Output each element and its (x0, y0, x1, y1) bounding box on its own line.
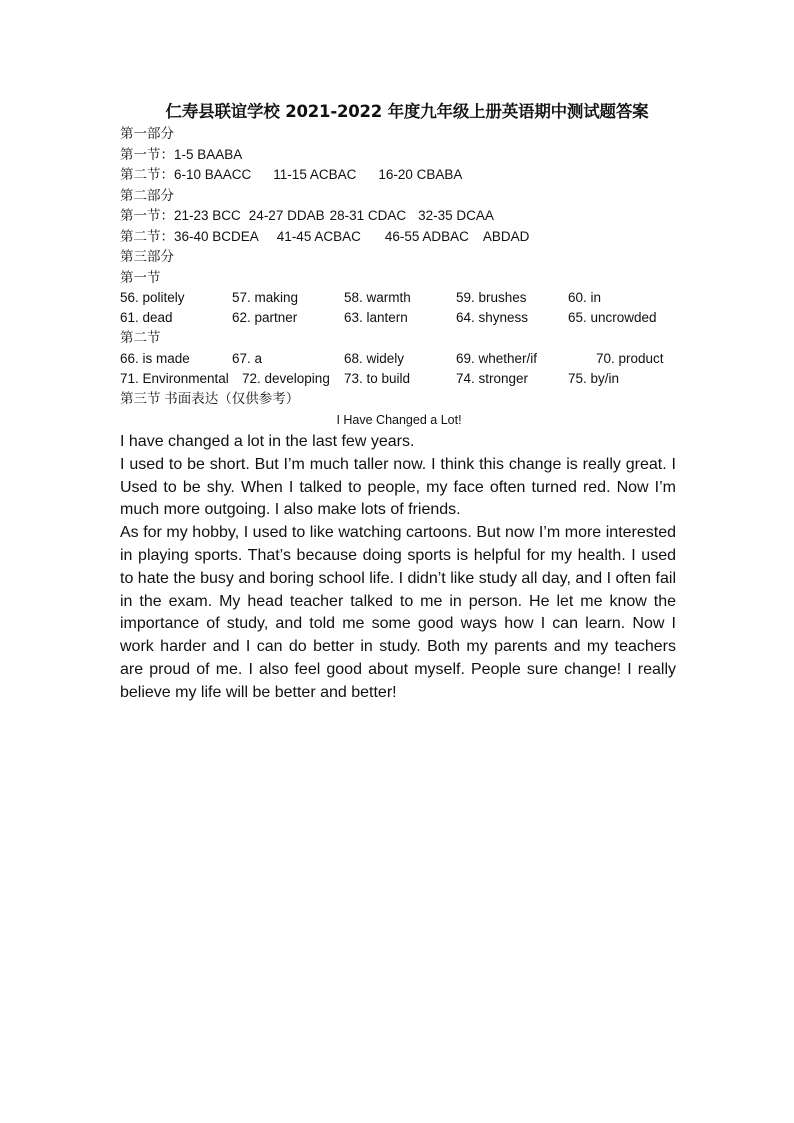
answer-61: 61. dead (120, 310, 173, 325)
part3-section1-heading: 第一节 (120, 269, 161, 285)
part3-heading: 第三部分 (120, 249, 174, 264)
part2-section2-b: 41-45 ACBAC (276, 228, 361, 244)
answer-row-66-70 (120, 349, 676, 369)
part2-section2-d: ABDAD (482, 228, 530, 244)
answer-56: 56. politely (120, 290, 185, 305)
part2-section1-c: 28-31 CDAC (329, 208, 407, 223)
part1-section2-a: 第二节：6-10 BAACC (120, 167, 252, 182)
answer-66: 66. is made (120, 350, 190, 366)
answer-57: 57. making (232, 290, 299, 305)
essay-paragraph: I used to be short. But I’m much taller now. I think this change is really great. I Used to be shy. When I talked to people, my face often turned red. Now I’m much more outgoing. I also make lots of friends. (120, 455, 676, 519)
answer-63: 63. lantern (344, 310, 408, 325)
part2-section1-b: 24-27 DDAB (248, 208, 325, 223)
answer-sheet (120, 98, 676, 705)
part1-section1: 第一节：1-5 BAABA (120, 146, 243, 162)
part1-section2-b: 11-15 ACBAC (273, 167, 357, 182)
answer-row-61-65 (120, 308, 676, 328)
essay-paragraph: I have changed a lot in the last few years. (120, 433, 415, 450)
answer-64: 64. shyness (456, 310, 529, 325)
part3-section3-heading: 第三节 书面表达（仅供参考） (120, 390, 300, 406)
part2-section2-c: 46-55 ADBAC (384, 228, 469, 244)
answer-71: 71. Environmental (120, 370, 229, 386)
document-title: 仁寿县联谊学校 2021-2022 年度九年级上册英语期中测试题答案 (165, 102, 649, 121)
part2-section2-a: 第二节：36-40 BCDEA (120, 228, 259, 244)
essay-paragraph: As for my hobby, I used to like watching cartoons. But now I’m more interested in playing sports. That’s because doing sports is helpful for my health. I used to hate the busy and boring school life. I didn’t like study all day, and I often fail in the exam. My head teacher talked to me in person. He let me know the importance of study, and told me some good ways how I can learn. Now I work harder and I can do better in study. Both my parents and my teachers are proud of me. I also feel good about myself. People sure change! I really believe my life will be better and better! (120, 524, 676, 701)
essay-title: I Have Changed a Lot! (336, 413, 462, 427)
part2-section1-d: 32-35 DCAA (418, 208, 494, 223)
answer-row-71-75 (120, 369, 676, 389)
answer-59: 59. brushes (456, 290, 527, 305)
answer-70: 70. product (596, 350, 664, 366)
essay-body (120, 431, 676, 705)
part2-section2 (120, 227, 676, 248)
answer-75: 75. by/in (568, 370, 620, 386)
answer-72: 72. developing (242, 370, 330, 386)
answer-74: 74. stronger (456, 370, 529, 386)
answer-60: 60. in (568, 290, 602, 305)
part2-heading: 第二部分 (120, 187, 174, 203)
answer-67: 67. a (232, 350, 263, 366)
answer-62: 62. partner (232, 310, 298, 325)
part1-section2-c: 16-20 CBABA (378, 167, 463, 182)
answer-73: 73. to build (344, 370, 411, 386)
part1-heading: 第一部分 (120, 126, 174, 141)
answer-58: 58. warmth (344, 290, 411, 305)
part2-section1 (120, 206, 676, 227)
answer-65: 65. uncrowded (568, 310, 657, 325)
answer-68: 68. widely (344, 350, 405, 366)
part2-section1-a: 第一节：21-23 BCC (120, 208, 241, 223)
part1-section2 (120, 165, 676, 186)
part3-section2-heading: 第二节 (120, 330, 161, 345)
answer-row-56-60 (120, 288, 676, 308)
answer-69: 69. whether/if (456, 350, 538, 366)
